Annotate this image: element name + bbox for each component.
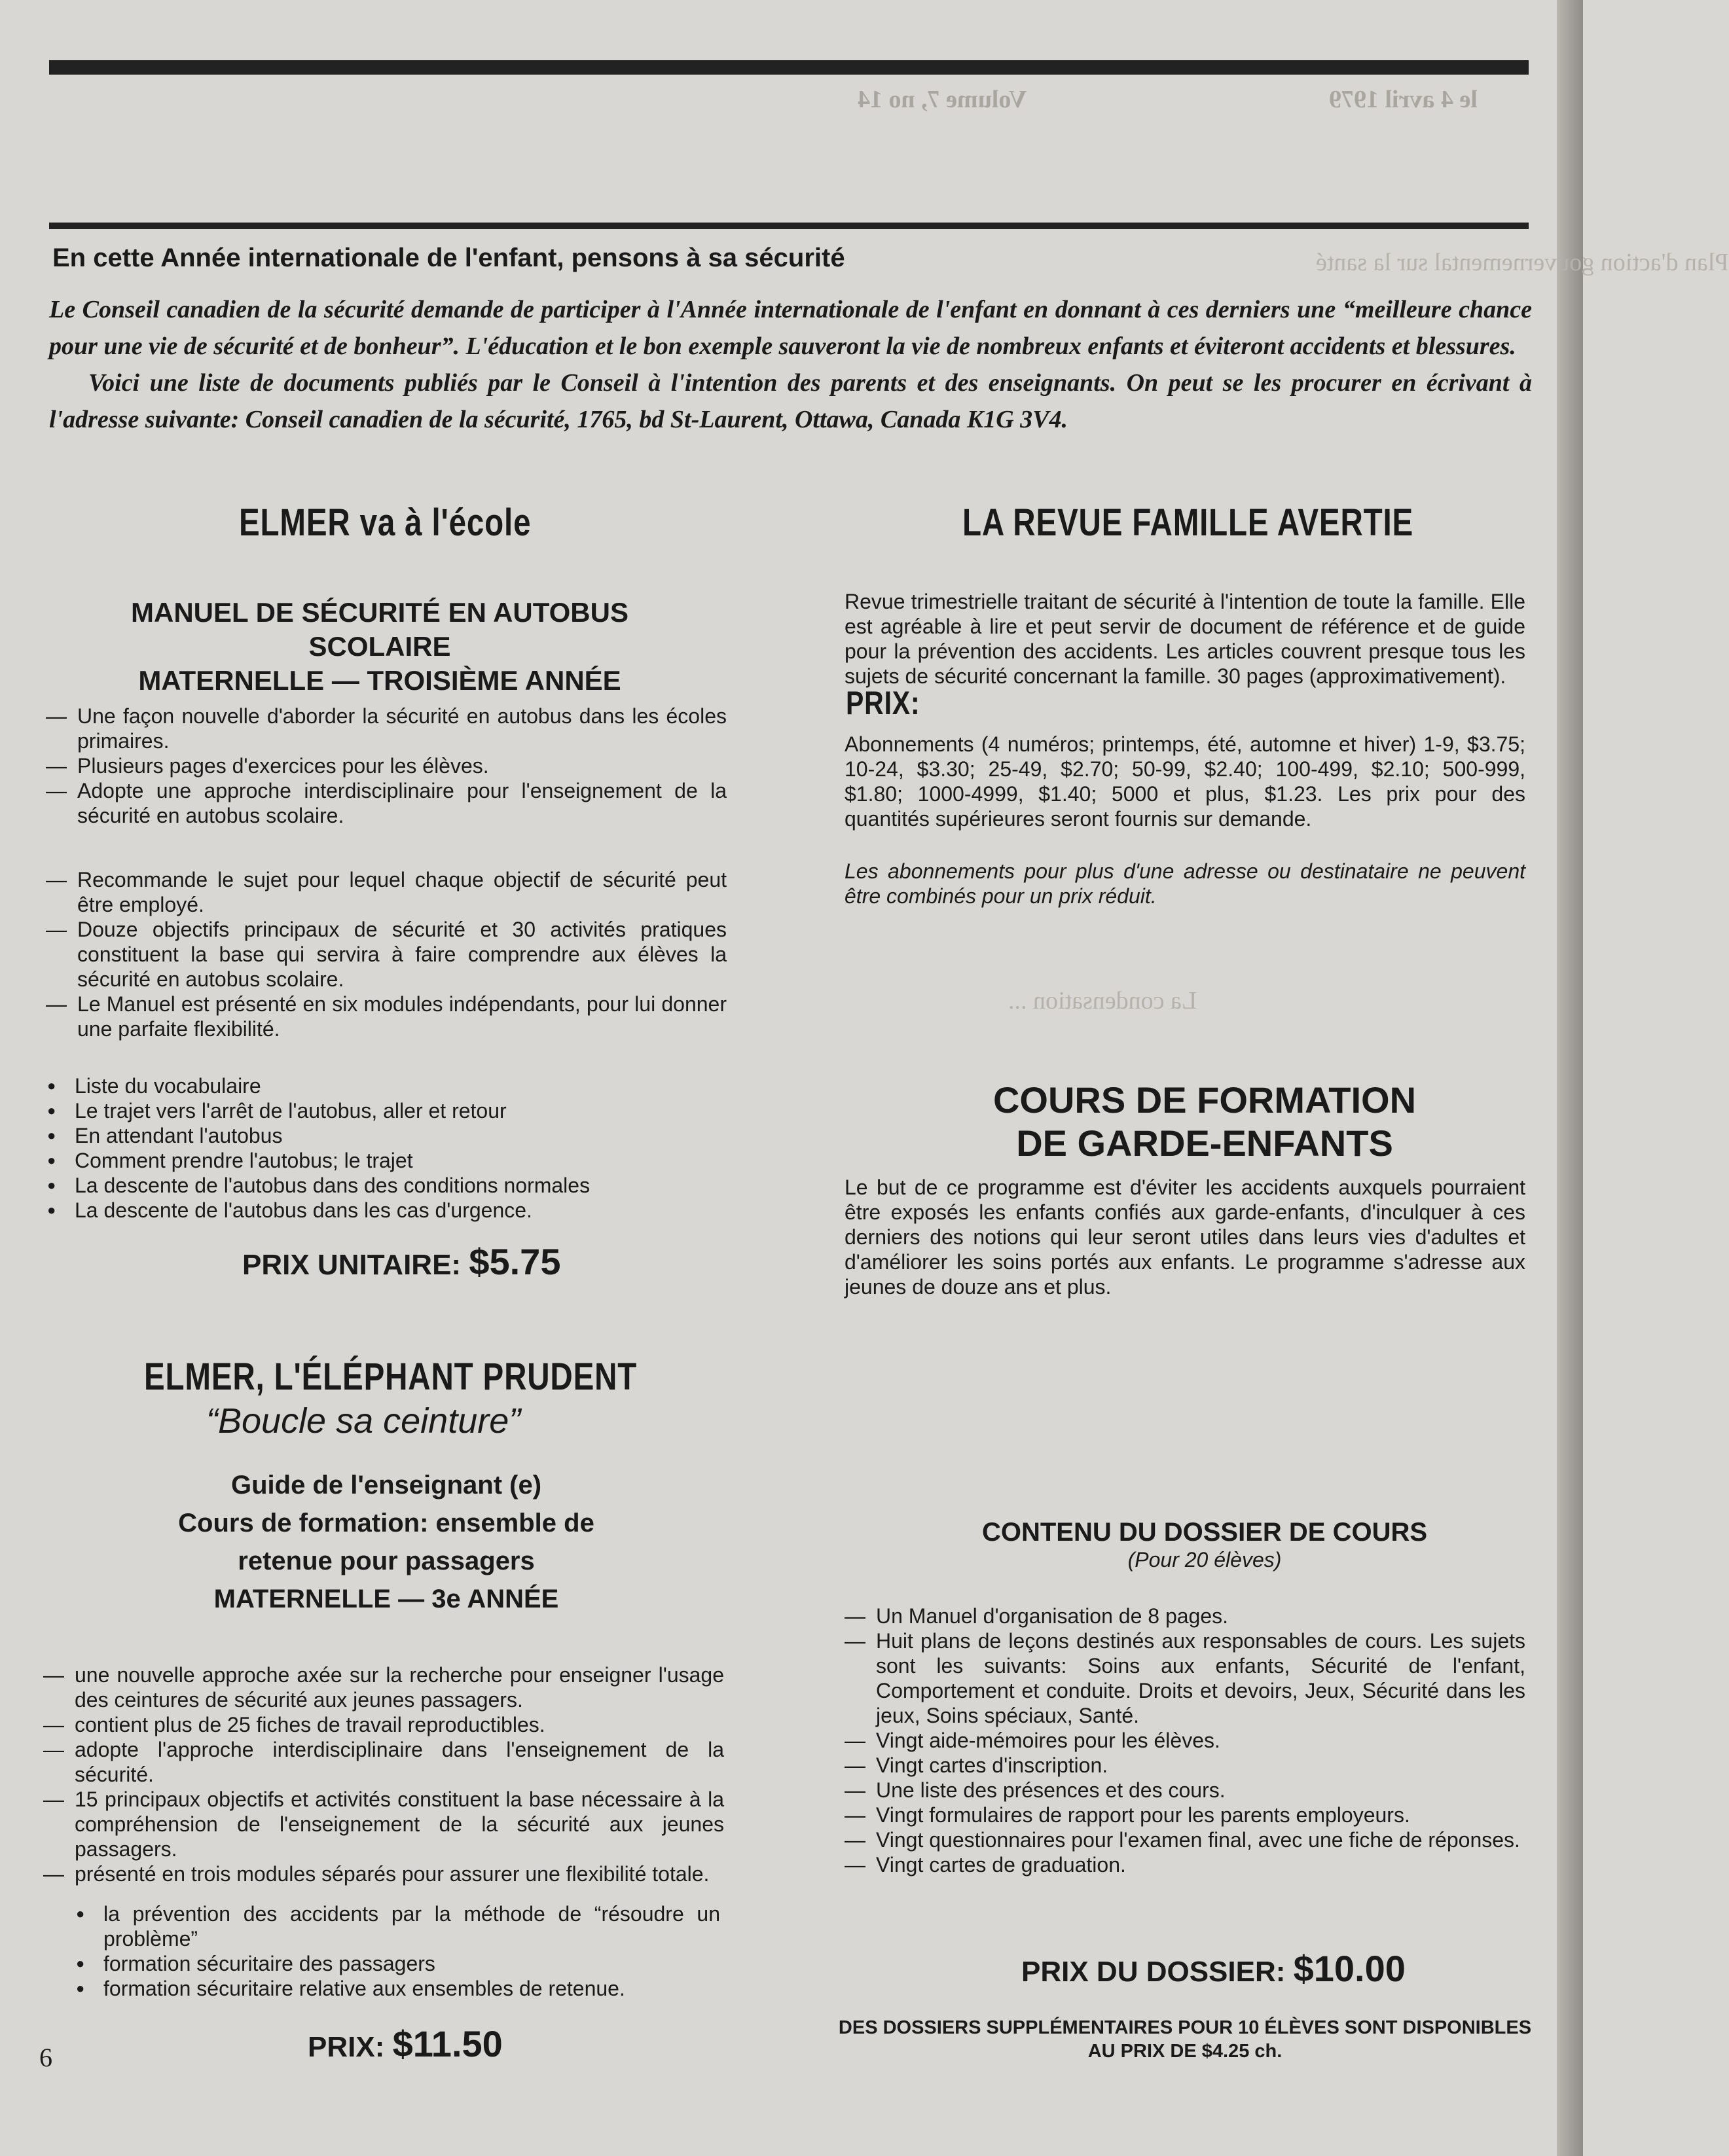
contenu-subtitle: (Pour 20 élèves)	[1127, 1548, 1282, 1572]
elmer-ecole-subtitle-2: MATERNELLE — TROISIÈME ANNÉE	[138, 665, 621, 696]
list-item: — Vingt aide-mémoires pour les élèves.	[845, 1728, 1525, 1753]
list-item: ● Comment prendre l'autobus; le trajet	[43, 1148, 724, 1173]
intro-paragraph-2: Voici une liste de documents publiés par le Conseil à l'intention des parents et des enseignants. On peut se les procurer en écrivant à l'adresse suivante: Conseil canadien de la sécurité, 1765, bd St-Laurent, Ottawa, Canada K1G 3V4.	[49, 369, 1532, 433]
elmer-ecole-subtitle-1: MANUEL DE SÉCURITÉ EN AUTOBUS SCOLAIRE	[131, 597, 628, 662]
list-item: — une nouvelle approche axée sur la recherche pour enseigner l'usage des ceintures de sécurité aux jeunes passagers.	[43, 1662, 724, 1712]
list-item: ● formation sécuritaire des passagers	[72, 1951, 720, 1976]
page-number: 6	[39, 2043, 52, 2072]
list-item: — Vingt cartes d'inscription.	[845, 1753, 1525, 1778]
elmer-ecole-subtitle	[65, 596, 694, 698]
cours-price	[1021, 1947, 1406, 1990]
list-item: — présenté en trois modules séparés pour assurer une flexibilité totale.	[43, 1861, 724, 1886]
elmer-ecole-title: ELMER va à l'école	[239, 501, 532, 544]
revue-prix-heading: PRIX:	[846, 685, 920, 721]
list-item: ● formation sécuritaire relative aux ensembles de retenue.	[72, 1976, 720, 2001]
cours-title-2: DE GARDE-ENFANTS	[1016, 1123, 1393, 1164]
cours-description: Le but de ce programme est d'éviter les accidents auxquels pourraient être exposés les enfants confiés aux garde-enfants, d'inculquer à ces derniers des notions qui leur seront utiles dans leurs vies d'adultes et d'améliorer les soins portés aux enfants. Le programme s'adresse aux jeunes de douze ans et plus.	[845, 1176, 1525, 1299]
supplement-line-1: DES DOSSIERS SUPPLÉMENTAIRES POUR 10 ÉLÈVES SONT DISPONIBLES	[838, 2017, 1532, 2038]
bleed-caption: La condensation ...	[1008, 987, 1197, 1015]
list-item: — Plusieurs pages d'exercices pour les élèves.	[46, 753, 727, 778]
price-label: PRIX UNITAIRE:	[242, 1249, 462, 1281]
revue-title: LA REVUE FAMILLE AVERTIE	[962, 501, 1414, 544]
elmer-prudent-subtitle: “Boucle sa ceinture”	[206, 1401, 521, 1441]
list-item: — Une liste des présences et des cours.	[845, 1778, 1525, 1803]
guide-line-4: MATERNELLE — 3e ANNÉE	[213, 1585, 559, 1613]
page-edge	[1557, 0, 1583, 2156]
guide-line-3: retenue pour passagers	[238, 1547, 535, 1575]
guide-line-1: Guide de l'enseignant (e)	[230, 1471, 542, 1500]
list-item: — Une façon nouvelle d'aborder la sécurité en autobus dans les écoles primaires.	[46, 704, 727, 753]
revue-prix-text: Abonnements (4 numéros; printemps, été, automne et hiver) 1-9, $3.75; 10-24, $3.30; 25-49, $2.70; 50-99, $2.40; 100-499, $2.10; 500-999, $1.80; 1000-4999, $1.40; 5000 et plus, $1.23. Les prix pour des quantités supérieures seront fournis sur demande.	[845, 732, 1525, 831]
list-item: — contient plus de 25 fiches de travail reproductibles.	[43, 1712, 724, 1737]
section-rule	[49, 223, 1529, 229]
list-item: — 15 principaux objectifs et activités constituent la base nécessaire à la compréhension de l'enseignement de la sécurité aux jeunes passagers.	[43, 1787, 724, 1861]
elmer-ecole-topics	[43, 1073, 724, 1223]
cours-title-1: COURS DE FORMATION	[992, 1079, 1417, 1121]
cours-title	[930, 1079, 1480, 1165]
list-item: — Huit plans de leçons destinés aux responsables de cours. Les sujets sont les suivants: Soins aux enfants, Sécurité de l'enfant, Comportement et conduite. Droits et devoirs, Jeux, Sécurité dans les jeux, Soins spéciaux, Santé.	[845, 1628, 1525, 1728]
list-item: ● la prévention des accidents par la méthode de “résoudre un problème”	[72, 1901, 720, 1951]
price-value: $5.75	[469, 1241, 561, 1282]
header-ghost-date: le 4 avril 1979	[1329, 86, 1478, 113]
elmer-ecole-list-a	[46, 704, 727, 828]
list-item: ● Le trajet vers l'arrêt de l'autobus, aller et retour	[43, 1098, 724, 1123]
elmer-ecole-price	[242, 1240, 560, 1283]
elmer-ecole-list-b	[46, 867, 727, 1041]
elmer-prudent-topics	[72, 1901, 720, 2001]
elmer-prudent-list	[43, 1662, 724, 1886]
article-intro	[49, 291, 1532, 438]
supplement-line-2: AU PRIX DE $4.25 ch.	[1087, 2041, 1283, 2062]
list-item: — Vingt cartes de graduation.	[845, 1852, 1525, 1877]
list-item: — Vingt questionnaires pour l'examen final, avec une fiche de réponses.	[845, 1827, 1525, 1852]
elmer-prudent-price	[308, 2022, 503, 2065]
list-item: — Un Manuel d'organisation de 8 pages.	[845, 1604, 1525, 1628]
cours-supplement	[831, 2016, 1538, 2063]
price-value: $10.00	[1293, 1948, 1406, 1989]
revue-description: Revue trimestrielle traitant de sécurité à l'intention de toute la famille. Elle est agréable à lire et peut servir de document de référence et de guide pour la prévention des accidents. Les articles couvrent presque tous les sujets de sécurité concernant la famille. 30 pages (approximativement).	[845, 590, 1525, 688]
article-title: En cette Année internationale de l'enfant, pensons à sa sécurité	[52, 243, 845, 272]
list-item: — Vingt formulaires de rapport pour les parents employeurs.	[845, 1803, 1525, 1827]
price-label: PRIX DU DOSSIER:	[1021, 1956, 1286, 1988]
list-item: ● La descente de l'autobus dans les cas d'urgence.	[43, 1198, 724, 1223]
elmer-prudent-title: ELMER, L'ÉLÉPHANT PRUDENT	[144, 1356, 638, 1398]
list-item: — Douze objectifs principaux de sécurité et 30 activités pratiques constituent la base qui servira à faire comprendre aux élèves la sécurité en autobus scolaire.	[46, 917, 727, 992]
list-item: ● La descente de l'autobus dans des conditions normales	[43, 1173, 724, 1198]
header-ghost-volume: Volume 7, no 14	[858, 86, 1027, 113]
list-item: ● En attendant l'autobus	[43, 1123, 724, 1148]
list-item: — Recommande le sujet pour lequel chaque objectif de sécurité peut être employé.	[46, 867, 727, 917]
contenu-title: CONTENU DU DOSSIER DE COURS	[981, 1518, 1428, 1547]
intro-paragraph-1: Le Conseil canadien de la sécurité demande de participer à l'Année internationale de l'enfant en donnant à ces derniers une “meilleure chance pour une vie de sécurité et de bonheur”. L'éducation et le bon exemple sauveront la vie de nombreux enfants et éviteront accidents et blessures.	[49, 296, 1532, 360]
guide-line-2: Cours de formation: ensemble de	[178, 1509, 594, 1537]
list-item: — adopte l'approche interdisciplinaire dans l'enseignement de la sécurité.	[43, 1737, 724, 1787]
top-rule	[49, 60, 1529, 75]
bleed-heading: Plan d'action gouvernemental sur la santé	[1316, 249, 1729, 276]
list-item: ● Liste du vocabulaire	[43, 1073, 724, 1098]
price-label: PRIX:	[308, 2031, 385, 2063]
contenu-list	[845, 1604, 1525, 1877]
list-item: — Adopte une approche interdisciplinaire pour l'enseignement de la sécurité en autobus scolaire.	[46, 778, 727, 828]
price-value: $11.50	[392, 2023, 503, 2064]
list-item: — Le Manuel est présenté en six modules indépendants, pour lui donner une parfaite flexibilité.	[46, 992, 727, 1041]
elmer-prudent-guide	[92, 1466, 681, 1618]
revue-note: Les abonnements pour plus d'une adresse ou destinataire ne peuvent être combinés pour un prix réduit.	[845, 859, 1525, 908]
